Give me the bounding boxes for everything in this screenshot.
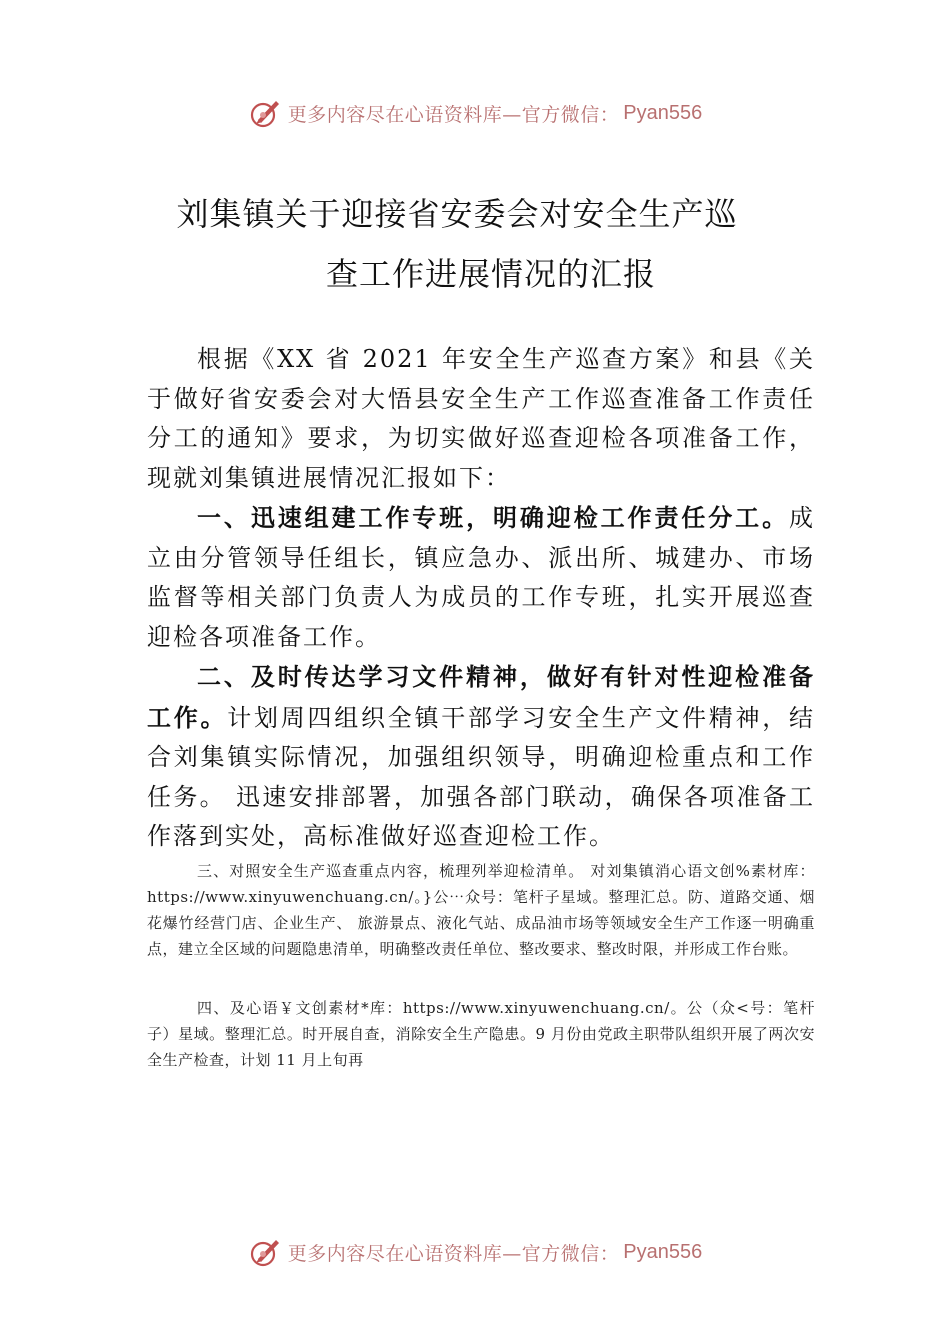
header-watermark <box>0 93 950 133</box>
section-four-paragraph: 四、及心语￥文创素材*库：https://www.xinyuwenchuang.cn/。公（众<号：笔杆子）星域。整理汇总。时开展自查，消除安全生产隐患。9 月份由党政主职带队组织开展了两次安全生产检查，计划 11 月上旬再 <box>147 999 815 1069</box>
document-title-line-1: 刘集镇关于迎接省安委会对安全生产巡 <box>176 195 738 233</box>
document-title-line-2: 查工作进展情况的汇报 <box>325 255 656 293</box>
section-two-paragraph <box>147 657 815 857</box>
watermark-wechat-id: Pyan556 <box>623 101 703 124</box>
section-two-heading: 二、及时传达学习文件精神，做好有针对性迎检准备工作。 <box>147 662 815 732</box>
watermark-text: 更多内容尽在心语资料库—官方微信： <box>287 103 620 126</box>
section-one-paragraph <box>147 498 815 657</box>
watermark-wechat-id: Pyan556 <box>623 1240 703 1263</box>
section-two-text: 计划周四组织全镇干部学习安全生产文件精神，结合刘集镇实际情况，加强组织领导，明确迎检重点和工作任务。 迅速安排部署，加强各部门联动，确保各项准备工作落到实处，高标准做好巡查迎检工作。 <box>147 703 815 850</box>
quill-pen-icon <box>248 95 284 131</box>
section-one-text: 成立由分管领导任组长，镇应急办、派出所、城建办、市场监督等相关部门负责人为成员的工作专班，扎实开展巡查迎检各项准备工作。 <box>147 504 815 651</box>
footer-watermark <box>0 1232 950 1272</box>
watermark-text: 更多内容尽在心语资料库—官方微信： <box>287 1242 620 1265</box>
quill-pen-icon <box>248 1234 284 1270</box>
intro-paragraph: 根据《XX 省 2021 年安全生产巡查方案》和县《关于做好省安委会对大悟县安全生产工作巡查准备工作责任分工的通知》要求，为切实做好巡查迎检各项准备工作，现就刘集镇进展情况汇报如下： <box>147 345 815 492</box>
section-three-paragraph: 三、对照安全生产巡查重点内容，梳理列举迎检清单。 对刘集镇消心语文创%素材库：https://www.xinyuwenchuang.cn/。}公⋯众号：笔杆子星域。整理汇总。防、道路交通、烟花爆竹经营门店、企业生产、 旅游景点、液化气站、成品油市场等领域安全生产工作逐一明确重点，建立全区域的问题隐患清单，明确整改责任单位、整改要求、整改时限，并形成工作台账。 <box>147 862 815 958</box>
section-one-heading: 一、迅速组建工作专班，明确迎检工作责任分工。 <box>197 503 789 532</box>
